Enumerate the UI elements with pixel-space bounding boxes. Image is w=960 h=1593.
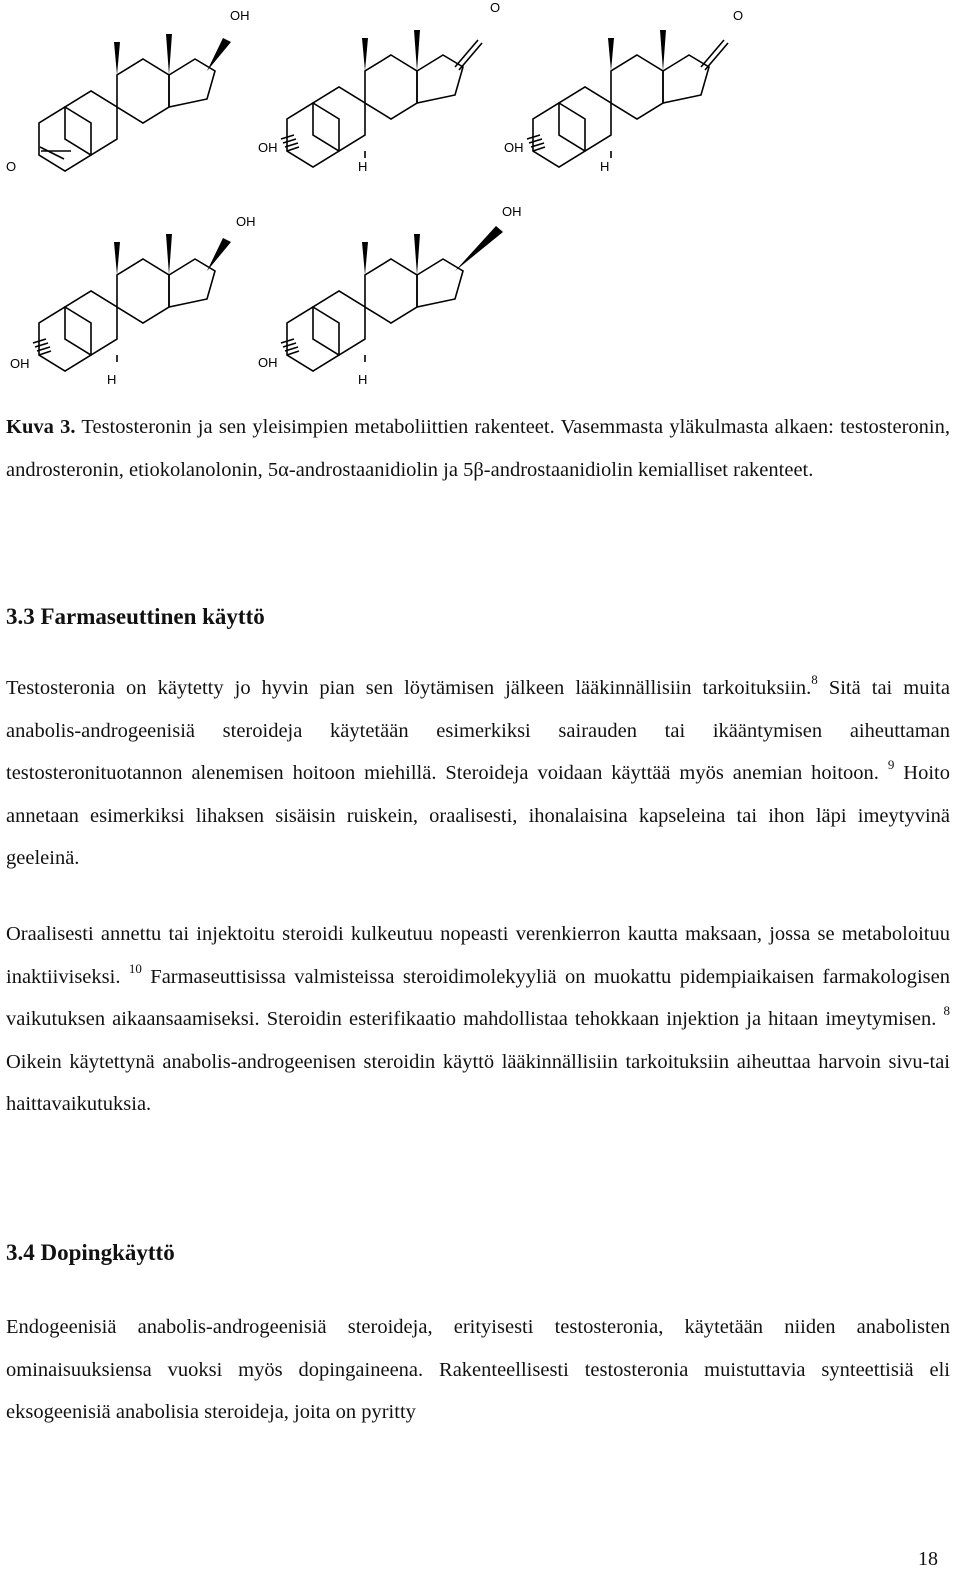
svg-text:OH: OH — [504, 140, 524, 155]
text-run: Sitä tai muita anabolis-androgeenisiä steroideja käytetään esimerkiksi sairauden tai ikääntymisen aiheuttaman testosteronituotannon alenemisen hoitoon miehillä. Steroideja voidaan käyttää myös anemian hoitoon. — [6, 677, 950, 784]
svg-text:OH: OH — [236, 214, 256, 229]
svg-text:OH: OH — [258, 140, 278, 155]
page-number: 18 — [918, 1548, 938, 1570]
svg-text:OH: OH — [230, 8, 250, 23]
section-heading-3-4: 3.4 Dopingkäyttö — [6, 1240, 175, 1265]
steroid-structures-figure — [0, 0, 960, 400]
svg-text:OH: OH — [502, 204, 522, 219]
figure-caption — [6, 406, 950, 491]
molecule-5b-androstanediol — [258, 204, 522, 387]
caption-text: Testosteronin ja sen yleisimpien metaboliittien rakenteet. Vasemmasta yläkulmasta alkaen: testosteronin, androsteronin, etiokolanolonin, 5α-androstaanidiolin ja 5β-androstaanidiolin kemialliset rakenteet. — [6, 416, 950, 481]
paragraph-pharma-use-1 — [6, 667, 950, 880]
reference-number: 9 — [887, 757, 895, 772]
paragraph-pharma-use-2 — [6, 913, 950, 1126]
reference-number: 8 — [811, 672, 818, 687]
molecule-testosterone — [6, 8, 250, 174]
svg-text:O: O — [490, 0, 501, 15]
reference-number: 8 — [943, 1003, 950, 1018]
figure-label: Kuva 3. — [6, 416, 76, 438]
svg-text:OH: OH — [10, 356, 30, 371]
text-run: Oikein käytettynä anabolis-androgeenisen steroidin käyttö lääkinnällisiin tarkoituksiin aiheuttaa harvoin sivu-tai haittavaikutuksia. — [6, 1050, 950, 1115]
text-run: Farmaseuttisissa valmisteissa steroidimolekyyliä on muokattu pidempiaikaisen farmakologisen vaikutuksen aikaansaamiseksi. Steroidin esterifikaatio mahdollistaa tehokkaan injektion ja hitaan imeytymisen. — [6, 965, 951, 1030]
reference-number: 10 — [128, 960, 142, 976]
text-run: Testosteronia on käytetty jo hyvin pian sen löytämisen jälkeen lääkinnällisiin tarkoituksiin. — [6, 677, 812, 699]
text-run: Hoito annetaan esimerkiksi lihaksen sisäisin ruiskein, oraalisesti, ihonalaisina kapseleina tai ihon läpi imeytyvinä geeleinä. — [6, 762, 950, 869]
molecule-androsterone — [258, 0, 500, 174]
steroid-structures-svg — [0, 0, 960, 400]
svg-text:H: H — [600, 159, 610, 174]
section-heading-3-3: 3.3 Farmaseuttinen käyttö — [6, 604, 265, 629]
molecule-5a-androstanediol — [10, 214, 256, 387]
svg-text:H: H — [107, 372, 117, 387]
svg-text:H: H — [358, 159, 368, 174]
svg-text:H: H — [358, 372, 368, 387]
svg-text:O: O — [733, 8, 744, 23]
paragraph-doping-use: Endogeenisiä anabolis-androgeenisiä steroideja, erityisesti testosteronia, käytetään niiden anabolisten ominaisuuksiensa vuoksi myös dopingaineena. Rakenteellisesti testosteronia muistuttavia synteettisiä eli eksogeenisiä anabolisia steroideja, joita on pyritty — [6, 1316, 950, 1423]
text-run: Oraalisesti annettu tai injektoitu steroidi kulkeutuu nopeasti verenkierron kautta maksaan, jossa se metaboloituu inaktiiviseksi. — [6, 923, 950, 988]
svg-text:OH: OH — [258, 355, 278, 370]
molecule-etiocholanolone — [504, 8, 743, 174]
svg-text:O: O — [6, 159, 17, 174]
